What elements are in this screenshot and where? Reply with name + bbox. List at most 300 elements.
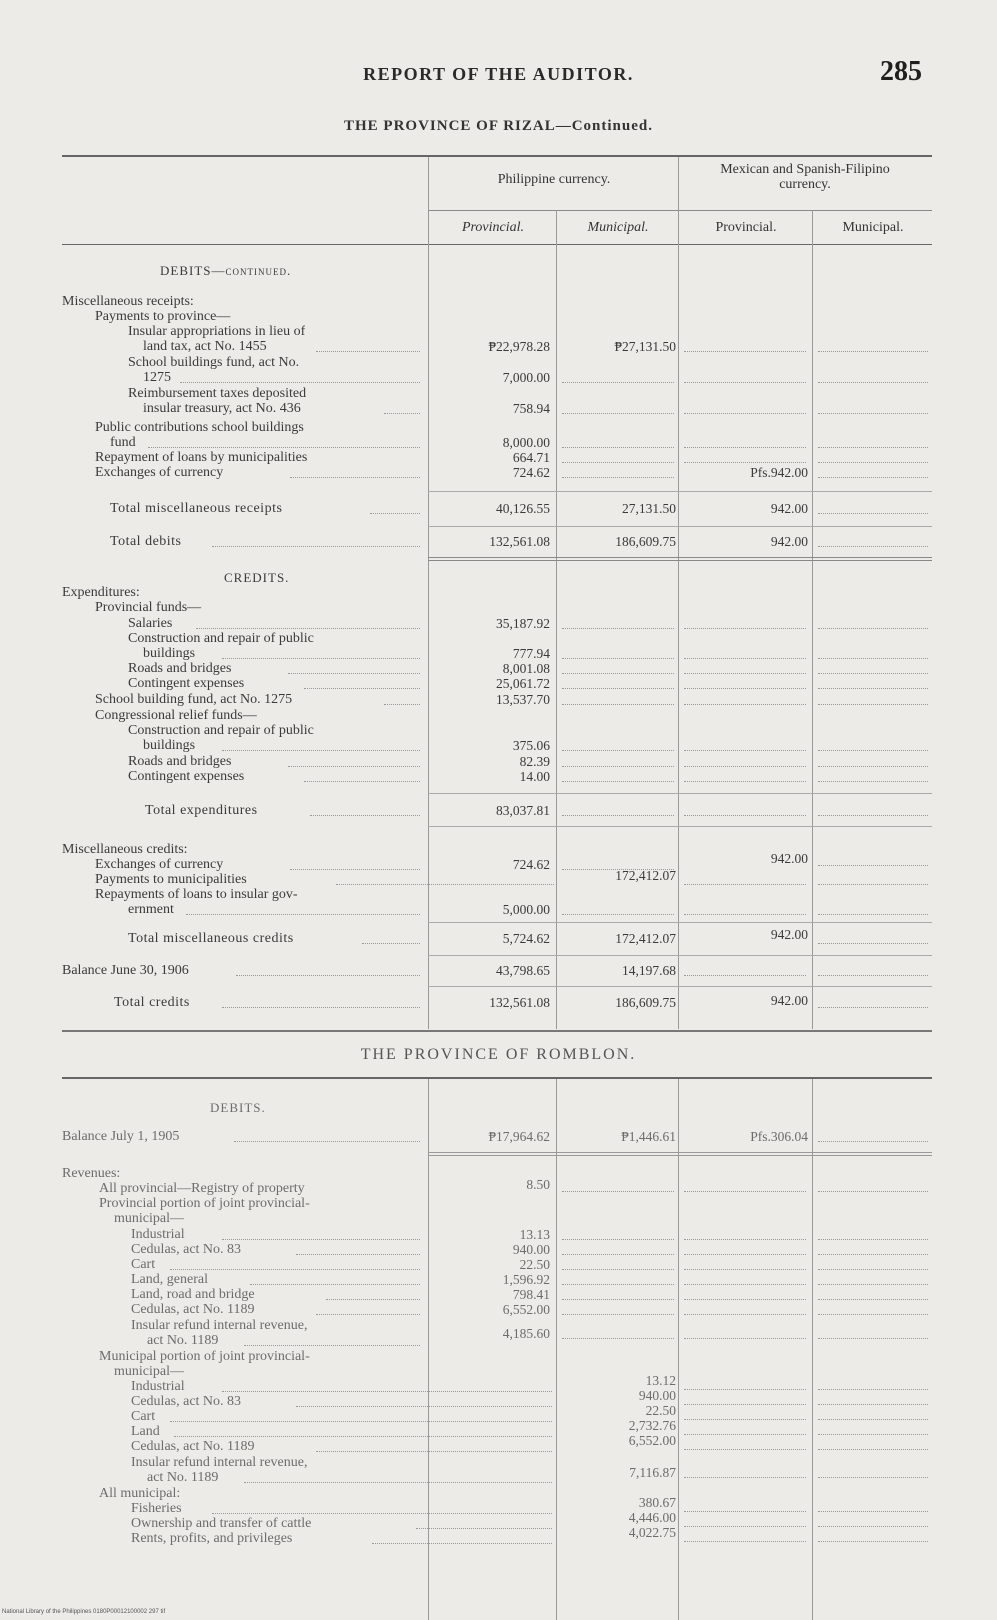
repay-insular-label-1: Repayments of loans to insular gov- xyxy=(95,887,298,902)
p-industrial-label: Industrial xyxy=(131,1227,185,1242)
dot-leader xyxy=(684,1338,806,1339)
dot-leader xyxy=(562,447,674,448)
romblon-debits-heading xyxy=(210,1100,266,1116)
rizal-bottom-rule xyxy=(62,1030,932,1032)
dot-leader xyxy=(562,382,674,383)
dot-leader xyxy=(562,673,674,674)
dot-leader xyxy=(170,1269,420,1270)
prov-portion-heading-2 xyxy=(114,1211,184,1226)
dot-leader xyxy=(818,1419,928,1420)
dot-leader xyxy=(818,1007,928,1008)
dot-leader xyxy=(684,766,806,767)
dot-leader xyxy=(196,628,420,629)
row-m-cedulas1189 xyxy=(0,1433,997,1455)
revenues-heading xyxy=(62,1166,120,1181)
dot-leader xyxy=(818,1541,928,1542)
dot-leader xyxy=(384,704,420,705)
cong-construction-prov: 375.06 xyxy=(512,738,550,753)
school-fund-label-1: School buildings fund, act No. xyxy=(128,355,300,370)
dot-leader xyxy=(684,673,806,674)
col-head-mex-prov: Provincial. xyxy=(715,220,777,235)
subtotal-rule xyxy=(428,491,932,492)
row-exchanges-credits xyxy=(0,851,997,873)
total-misc-receipts-label: Total miscellaneous receipts xyxy=(110,501,283,516)
dot-leader xyxy=(818,704,928,705)
misc-credits-heading xyxy=(62,842,188,857)
dot-leader xyxy=(818,884,928,885)
dot-leader xyxy=(296,1254,420,1255)
mun-portion-heading-2 xyxy=(114,1364,184,1379)
dot-leader xyxy=(818,513,928,514)
p-land-general-label: Land, general xyxy=(131,1272,208,1287)
dot-leader xyxy=(562,1338,674,1339)
roads-prov: 8,001.08 xyxy=(502,661,550,676)
repay-insular-label-2: ernment xyxy=(128,902,174,917)
m-insular-mun: 7,116.87 xyxy=(629,1465,676,1480)
row-public-contributions xyxy=(0,420,997,452)
p-cart-prov: 22.50 xyxy=(519,1257,550,1272)
cong-construction-label-2: buildings xyxy=(143,738,196,753)
misc-credits-text: Miscellaneous credits: xyxy=(62,842,188,857)
p-insular-label-1: Insular refund internal revenue, xyxy=(131,1318,308,1333)
dot-leader xyxy=(372,1543,552,1544)
dot-leader xyxy=(818,914,928,915)
dot-leader xyxy=(562,1254,674,1255)
p-industrial-prov: 13.13 xyxy=(519,1227,550,1242)
mun-portion-text-1: Municipal portion of joint provincial- xyxy=(99,1349,310,1364)
row-p-cedulas1189 xyxy=(0,1302,997,1318)
repayment-loans-prov: 664.71 xyxy=(512,450,550,465)
row-cong-roads xyxy=(0,754,997,770)
dot-leader xyxy=(562,688,674,689)
balance-july-mun: ₱1,446.61 xyxy=(621,1129,676,1144)
dot-leader xyxy=(818,1314,928,1315)
congressional-text: Congressional relief funds— xyxy=(95,708,257,723)
dot-leader xyxy=(818,1338,928,1339)
total-misc-receipts-mex: 942.00 xyxy=(770,501,808,516)
subtotal-rule xyxy=(428,986,932,987)
dot-leader xyxy=(236,975,420,976)
insular-appropriations-label-1: Insular appropriations in lieu of xyxy=(128,324,306,339)
dot-leader xyxy=(684,351,806,352)
balance-june-label: Balance June 30, 1906 xyxy=(62,963,189,978)
section-title-romblon: THE PROVINCE OF ROMBLON. xyxy=(360,1046,637,1063)
dot-leader xyxy=(684,884,806,885)
row-balance-july xyxy=(0,1129,997,1145)
dot-leader xyxy=(684,1254,806,1255)
dot-leader xyxy=(818,1404,928,1405)
balance-july-prov: ₱17,964.62 xyxy=(488,1129,550,1144)
all-municipal-heading xyxy=(99,1486,180,1501)
dot-leader xyxy=(336,884,554,885)
payments-to-province-heading xyxy=(95,309,230,324)
dot-leader xyxy=(684,1434,806,1435)
row-repay-insular xyxy=(0,887,997,919)
row-total-misc-credits xyxy=(0,927,997,947)
total-misc-credits-mex: 942.00 xyxy=(770,927,808,942)
m-cedulas83-mun: 940.00 xyxy=(638,1388,676,1403)
dot-leader xyxy=(818,766,928,767)
total-credits-mex: 942.00 xyxy=(770,993,808,1008)
dot-leader xyxy=(684,628,806,629)
total-misc-credits-label: Total miscellaneous credits xyxy=(128,931,294,946)
dot-leader xyxy=(296,1406,552,1407)
total-misc-receipts-prov: 40,126.55 xyxy=(496,501,550,516)
dot-leader xyxy=(180,382,420,383)
col-group-mexican: Mexican and Spanish-Filipino currency. xyxy=(720,162,890,192)
prov-portion-text-1: Provincial portion of joint provincial- xyxy=(99,1196,310,1211)
provincial-funds-heading xyxy=(95,600,201,615)
dot-leader xyxy=(370,513,420,514)
dot-leader xyxy=(684,1191,806,1192)
dot-leader xyxy=(212,546,420,547)
cong-contingent-label: Contingent expenses xyxy=(128,769,245,784)
p-insular-prov: 4,185.60 xyxy=(502,1326,550,1341)
row-p-cart xyxy=(0,1257,997,1273)
payments-munis-label: Payments to municipalities xyxy=(95,872,247,887)
dot-leader xyxy=(818,1284,928,1285)
dot-leader xyxy=(304,781,420,782)
dot-leader xyxy=(818,658,928,659)
dot-leader xyxy=(562,781,674,782)
row-payments-munis xyxy=(0,868,997,888)
dot-leader xyxy=(234,1141,420,1142)
row-total-debits xyxy=(0,534,997,550)
row-m-cart xyxy=(0,1403,997,1425)
dot-leader xyxy=(818,1526,928,1527)
reimbursement-label-2: insular treasury, act No. 436 xyxy=(143,401,301,416)
cong-roads-label: Roads and bridges xyxy=(128,754,232,769)
col-head-mun: Municipal. xyxy=(587,220,649,235)
m-cedulas1189-mun: 6,552.00 xyxy=(628,1433,676,1448)
rizal-top-rule xyxy=(62,155,932,157)
row-total-misc-receipts xyxy=(0,501,997,517)
dot-leader xyxy=(562,914,674,915)
dot-leader xyxy=(562,704,674,705)
prov-portion-text-2: municipal— xyxy=(114,1211,184,1226)
dot-leader xyxy=(818,1389,928,1390)
row-reimbursement xyxy=(0,386,997,418)
col-head-prov: Provincial. xyxy=(461,220,525,235)
dot-leader xyxy=(818,815,928,816)
dot-leader xyxy=(684,1239,806,1240)
dot-leader xyxy=(818,1239,928,1240)
dot-leader xyxy=(684,1389,806,1390)
dot-leader xyxy=(562,1314,674,1315)
balance-july-label: Balance July 1, 1905 xyxy=(62,1129,180,1144)
m-insular-label-1: Insular refund internal revenue, xyxy=(131,1455,308,1470)
row-school-buildings-fund xyxy=(0,355,997,387)
dot-leader xyxy=(818,975,928,976)
dot-leader xyxy=(818,413,928,414)
subtotal-rule xyxy=(428,955,932,956)
dot-leader xyxy=(416,1528,552,1529)
dot-leader xyxy=(212,1513,552,1514)
running-title: REPORT OF THE AUDITOR. xyxy=(363,64,634,84)
dot-leader xyxy=(148,447,420,448)
dot-leader xyxy=(562,658,674,659)
school-fund-label-2: 1275 xyxy=(143,370,171,385)
dot-leader xyxy=(562,1269,674,1270)
dot-leader xyxy=(684,1419,806,1420)
p-land-road-prov: 798.41 xyxy=(512,1287,550,1302)
dot-leader xyxy=(222,1239,420,1240)
exchanges-prov: 724.62 xyxy=(512,465,550,480)
cong-roads-prov: 82.39 xyxy=(519,754,550,769)
total-expenditures-label: Total expenditures xyxy=(145,803,258,818)
credits-heading-text: CREDITS. xyxy=(224,570,290,585)
revenues-text: Revenues: xyxy=(62,1166,121,1181)
congressional-heading xyxy=(95,708,257,723)
expenditures-text: Expenditures: xyxy=(62,585,140,600)
row-fisheries xyxy=(0,1495,997,1517)
row-contingent xyxy=(0,676,997,692)
dot-leader xyxy=(326,1299,420,1300)
row-p-land-general xyxy=(0,1272,997,1288)
dot-leader xyxy=(304,688,420,689)
contingent-label: Contingent expenses xyxy=(128,676,245,691)
p-cart-label: Cart xyxy=(131,1257,156,1272)
mun-portion-text-2: municipal— xyxy=(114,1364,184,1379)
dot-leader xyxy=(818,1477,928,1478)
repay-insular-prov: 5,000.00 xyxy=(502,902,550,917)
cong-contingent-prov: 14.00 xyxy=(519,769,550,784)
insular-appropriations-label-2: land tax, act No. 1455 xyxy=(143,339,267,354)
salaries-prov: 35,187.92 xyxy=(496,616,550,631)
misc-receipts-heading xyxy=(62,294,194,309)
exchanges-credits-prov: 724.62 xyxy=(512,857,550,872)
dot-leader xyxy=(818,943,928,944)
dot-leader xyxy=(684,1449,806,1450)
reimbursement-label-1: Reimbursement taxes deposited xyxy=(128,386,307,401)
row-exchanges xyxy=(0,465,997,481)
fisheries-mun: 380.67 xyxy=(638,1495,676,1510)
dot-leader xyxy=(684,704,806,705)
row-ownership xyxy=(0,1510,997,1532)
row-total-expenditures xyxy=(0,803,997,819)
rents-mun: 4,022.75 xyxy=(628,1525,676,1540)
dot-leader xyxy=(818,1511,928,1512)
dot-leader xyxy=(684,750,806,751)
dot-leader xyxy=(562,1191,674,1192)
row-roads xyxy=(0,661,997,677)
row-salaries xyxy=(0,616,997,632)
dot-leader xyxy=(818,1299,928,1300)
row-m-insular xyxy=(0,1455,997,1487)
total-credits-label: Total credits xyxy=(114,995,190,1010)
payments-to-province-text: Payments to province— xyxy=(95,309,231,324)
dot-leader xyxy=(310,815,420,816)
dot-leader xyxy=(818,462,928,463)
school-fund-prov: 7,000.00 xyxy=(502,370,550,385)
m-cedulas83-label: Cedulas, act No. 83 xyxy=(131,1394,242,1409)
dot-leader xyxy=(288,673,420,674)
debits-heading-text: DEBITS—continued. xyxy=(160,263,292,278)
m-cart-mun: 22.50 xyxy=(645,1403,676,1418)
m-cedulas1189-label: Cedulas, act No. 1189 xyxy=(131,1439,255,1454)
dot-leader xyxy=(684,382,806,383)
row-p-industrial xyxy=(0,1227,997,1243)
row-cong-construction xyxy=(0,723,997,755)
dot-leader xyxy=(818,865,928,866)
p-cedulas83-label: Cedulas, act No. 83 xyxy=(131,1242,242,1257)
dot-leader xyxy=(818,1449,928,1450)
mun-portion-heading xyxy=(99,1349,310,1364)
ownership-mun: 4,446.00 xyxy=(628,1510,676,1525)
dot-leader xyxy=(562,1284,674,1285)
romblon-top-rule xyxy=(62,1077,932,1079)
dot-leader xyxy=(684,781,806,782)
all-municipal-text: All municipal: xyxy=(99,1486,181,1501)
exchanges-label: Exchanges of currency xyxy=(95,465,224,480)
ownership-label: Ownership and transfer of cattle xyxy=(131,1516,312,1531)
construction-prov: 777.94 xyxy=(512,646,550,661)
total-debits-mex: 942.00 xyxy=(770,534,808,549)
exchanges-mex: Pfs.942.00 xyxy=(750,465,808,480)
total-credits-mun: 186,609.75 xyxy=(615,995,676,1010)
total-double-rule xyxy=(428,1155,932,1156)
total-double-rule xyxy=(428,560,932,561)
insular-appropriations-mun: ₱27,131.50 xyxy=(614,339,676,354)
dot-leader xyxy=(290,477,420,478)
dot-leader xyxy=(174,1436,552,1437)
dot-leader xyxy=(684,462,806,463)
p-cedulas1189-prov: 6,552.00 xyxy=(502,1302,550,1317)
dot-leader xyxy=(222,750,420,751)
dot-leader xyxy=(384,413,420,414)
dot-leader xyxy=(316,1314,420,1315)
exchanges-credits-label: Exchanges of currency xyxy=(95,857,224,872)
dot-leader xyxy=(684,658,806,659)
row-m-industrial xyxy=(0,1373,997,1395)
page-number: 285 xyxy=(880,56,922,87)
dot-leader xyxy=(362,943,420,944)
dot-leader xyxy=(684,413,806,414)
dot-leader xyxy=(818,1254,928,1255)
dot-leader xyxy=(290,869,420,870)
subtotal-rule xyxy=(428,793,932,794)
row-total-credits xyxy=(0,995,997,1011)
dot-leader xyxy=(562,1299,674,1300)
dot-leader xyxy=(316,1451,552,1452)
dot-leader xyxy=(684,1404,806,1405)
reimbursement-prov: 758.94 xyxy=(512,401,550,416)
dot-leader xyxy=(222,1007,420,1008)
dot-leader xyxy=(244,1345,420,1346)
dot-leader xyxy=(818,688,928,689)
dot-leader xyxy=(562,766,674,767)
m-land-mun: 2,732.76 xyxy=(628,1418,676,1433)
row-rents xyxy=(0,1525,997,1547)
total-misc-credits-prov: 5,724.62 xyxy=(502,931,550,946)
public-contributions-label-2: fund xyxy=(110,435,136,450)
rizal-header-rule xyxy=(428,210,932,211)
p-cedulas1189-label: Cedulas, act No. 1189 xyxy=(131,1302,255,1317)
dot-leader xyxy=(684,1541,806,1542)
total-misc-receipts-mun: 27,131.50 xyxy=(622,501,676,516)
payments-munis-mun: 172,412.07 xyxy=(615,868,676,883)
prov-portion-heading xyxy=(99,1196,310,1211)
m-cart-label: Cart xyxy=(131,1409,156,1424)
dot-leader xyxy=(818,1269,928,1270)
m-industrial-mun: 13.12 xyxy=(645,1373,676,1388)
construction-label-1: Construction and repair of public xyxy=(128,631,314,646)
total-debits-prov: 132,561.08 xyxy=(489,534,550,549)
m-land-label: Land xyxy=(131,1424,160,1439)
dot-leader xyxy=(818,1191,928,1192)
dot-leader xyxy=(684,1511,806,1512)
row-p-cedulas83 xyxy=(0,1242,997,1258)
dot-leader xyxy=(222,658,420,659)
dot-leader xyxy=(818,1141,928,1142)
section-title-rizal: THE PROVINCE OF RIZAL—Continued. xyxy=(344,118,653,134)
dot-leader xyxy=(818,750,928,751)
subtotal-rule xyxy=(428,826,932,827)
rents-label: Rents, profits, and privileges xyxy=(131,1531,293,1546)
dot-leader xyxy=(818,477,928,478)
row-cong-contingent xyxy=(0,769,997,785)
total-credits-prov: 132,561.08 xyxy=(489,995,550,1010)
row-m-land xyxy=(0,1418,997,1440)
row-p-insular xyxy=(0,1318,997,1350)
dot-leader xyxy=(684,1314,806,1315)
dot-leader xyxy=(818,673,928,674)
total-debits-label: Total debits xyxy=(110,534,182,549)
rizal-colhead-bottom-rule xyxy=(62,244,932,245)
row-repayment-loans xyxy=(0,450,997,466)
row-m-cedulas83 xyxy=(0,1388,997,1410)
total-expenditures-prov: 83,037.81 xyxy=(496,803,550,818)
col-group-philippine: Philippine currency. xyxy=(497,172,611,187)
dot-leader xyxy=(562,462,674,463)
dot-leader xyxy=(562,477,674,478)
m-industrial-label: Industrial xyxy=(131,1379,185,1394)
balance-july-mex: Pfs.306.04 xyxy=(750,1129,808,1144)
dot-leader xyxy=(818,1434,928,1435)
balance-june-mun: 14,197.68 xyxy=(622,963,676,978)
school-building-fund-prov: 13,537.70 xyxy=(496,692,550,707)
roads-label: Roads and bridges xyxy=(128,661,232,676)
dot-leader xyxy=(818,781,928,782)
dot-leader xyxy=(562,815,674,816)
dot-leader xyxy=(186,914,420,915)
dot-leader xyxy=(562,750,674,751)
dot-leader xyxy=(562,413,674,414)
dot-leader xyxy=(684,1477,806,1478)
insular-appropriations-prov: ₱22,978.28 xyxy=(488,339,550,354)
row-construction xyxy=(0,631,997,663)
row-balance-june xyxy=(0,963,997,979)
construction-label-2: buildings xyxy=(143,646,196,661)
dot-leader xyxy=(684,1269,806,1270)
dot-leader xyxy=(288,766,420,767)
fisheries-label: Fisheries xyxy=(131,1501,182,1516)
p-insular-label-2: act No. 1189 xyxy=(147,1333,219,1348)
dot-leader xyxy=(684,914,806,915)
p-land-general-prov: 1,596.92 xyxy=(502,1272,550,1287)
salaries-label: Salaries xyxy=(128,616,173,631)
all-provincial-prov: 8.50 xyxy=(526,1177,550,1192)
dot-leader xyxy=(562,1239,674,1240)
school-building-fund-label: School building fund, act No. 1275 xyxy=(95,692,293,707)
dot-leader xyxy=(684,815,806,816)
dot-leader xyxy=(562,628,674,629)
dot-leader xyxy=(244,1482,552,1483)
public-contributions-label-1: Public contributions school buildings xyxy=(95,420,304,435)
dot-leader xyxy=(684,975,806,976)
scan-credit: National Library of the Philippines 0180P00012100002 297 tif xyxy=(2,1609,166,1615)
total-double-rule xyxy=(428,557,932,558)
